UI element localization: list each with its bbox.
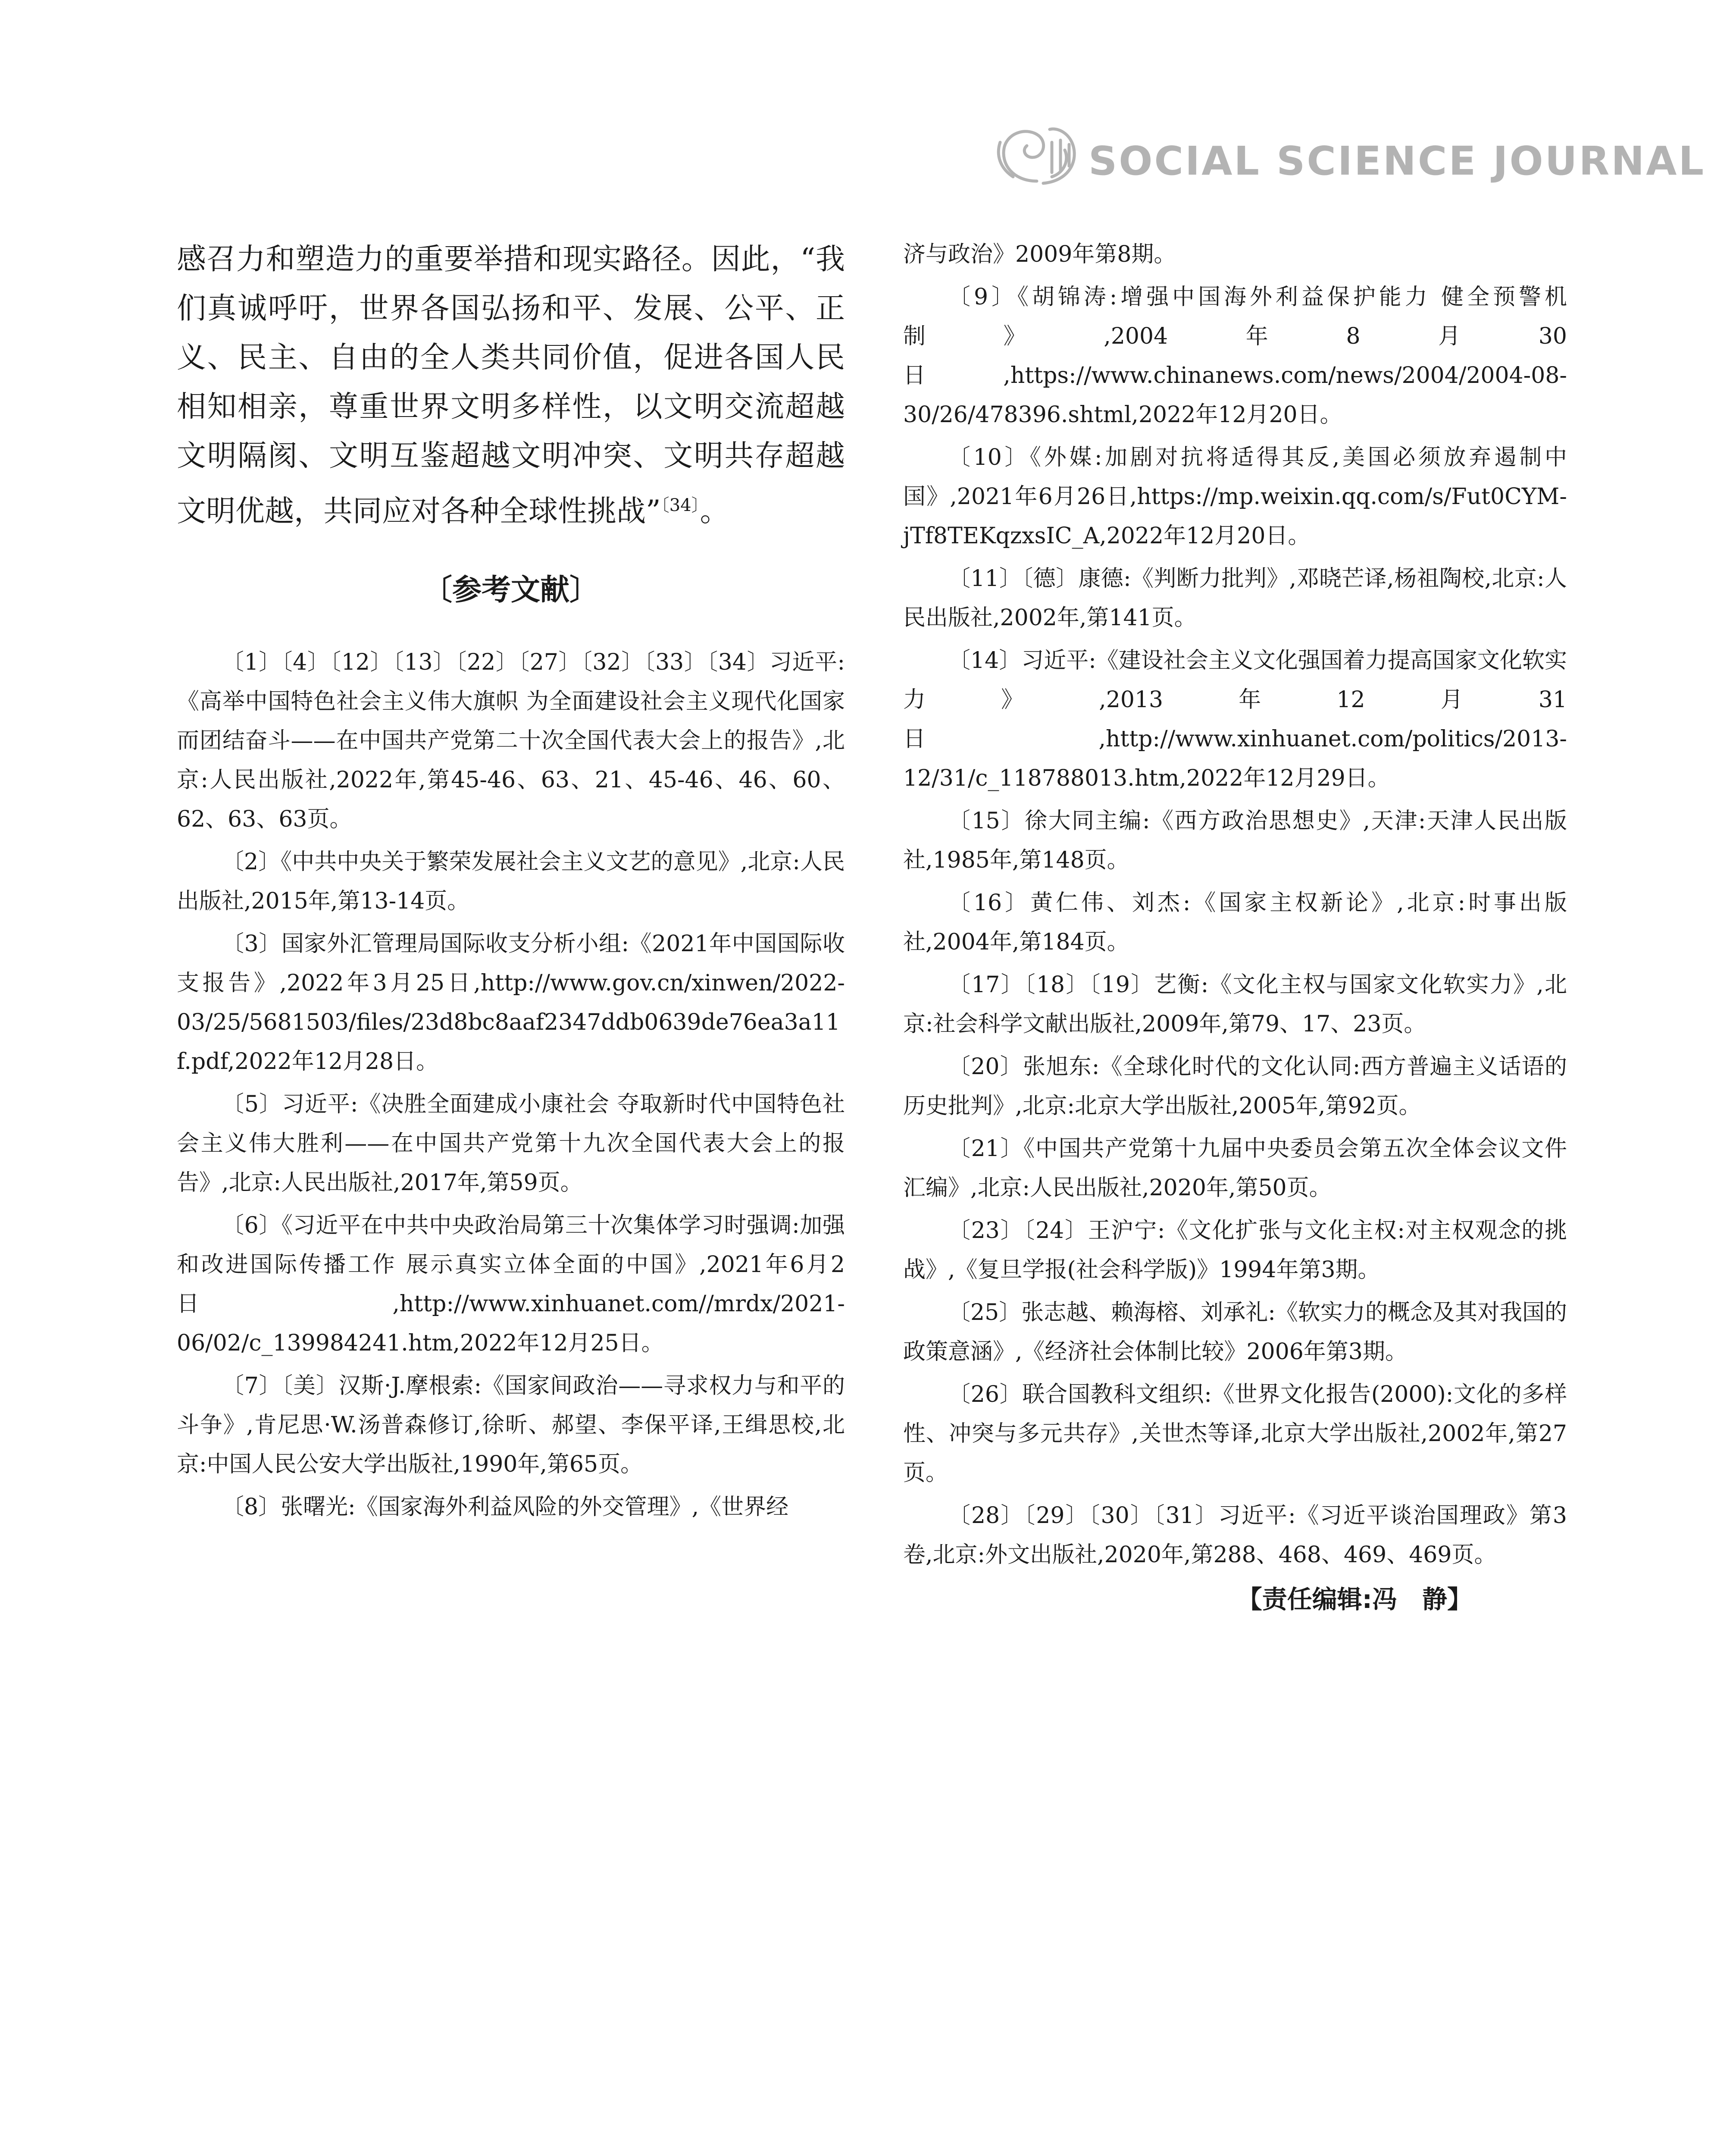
reference-item: 〔23〕〔24〕王沪宁:《文化扩张与文化主权:对主权观念的挑战》,《复旦学报(社会科学版)》1994年第3期。 [903,1218,1567,1283]
reference-item: 〔15〕徐大同主编:《西方政治思想史》,天津:天津人民出版社,1985年,第148页。 [903,808,1567,873]
reference-item: 〔20〕张旭东:《全球化时代的文化认同:西方普遍主义话语的历史批判》,北京:北京大学出版社,2005年,第92页。 [903,1054,1567,1119]
references-title: 〔参考文献〕 [422,573,599,607]
reference-item: 〔1〕〔4〕〔12〕〔13〕〔22〕〔27〕〔32〕〔33〕〔34〕习近平:《高举中国特色社会主义伟大旗帜 为全面建设社会主义现代化国家而团结奋斗——在中国共产党第二十次全国代表大会上的报告》,北京:人民出版社,2022年,第45-46、63、21、45-46、46、60、62、63、63页。 [177,649,845,832]
reference-item: 〔21〕《中国共产党第十九届中央委员会第五次全体会议文件汇编》,北京:人民出版社,2020年,第50页。 [903,1136,1567,1201]
reference-item: 〔14〕习近平:《建设社会主义文化强国着力提高国家文化软实力》,2013年12月31日,http://www.xinhuanet.com/politics/2013-12/31/c_118788013.htm,2022年12月29日。 [903,648,1567,791]
reference-item: 〔5〕习近平:《决胜全面建成小康社会 夺取新时代中国特色社会主义伟大胜利——在中国共产党第十九次全国代表大会上的报告》,北京:人民出版社,2017年,第59页。 [177,1091,845,1196]
reference-item: 〔25〕张志越、赖海榕、刘承礼:《软实力的概念及其对我国的政策意涵》,《经济社会体制比较》2006年第3期。 [903,1300,1567,1365]
reference-item: 〔10〕《外媒:加剧对抗将适得其反,美国必须放弃遏制中国》,2021年6月26日,https://mp.weixin.qq.com/s/Fut0CYM-jTf8TEKqzxsIC_A,2022年12月20日。 [903,445,1567,549]
body-paragraph-text: 感召力和塑造力的重要举措和现实路径。因此，“我们真诚呼吁，世界各国弘扬和平、发展、公平、正义、民主、自由的全人类共同价值，促进各国人民相知相亲，尊重世界文明多样性，以文明交流超越文明隔阂、文明互鉴超越文明冲突、文明共存超越文明优越，共同应对各种全球性挑战” [177,242,845,529]
journal-logo-icon [987,116,1086,194]
reference-item: 〔3〕国家外汇管理局国际收支分析小组:《2021年中国国际收支报告》,2022年3月25日,http://www.gov.cn/xinwen/2022-03/25/5681503/files/23d8bc8aaf2347ddb0639de76ea3a11f.pdf,2022年12月28日。 [177,931,845,1075]
references-list-right [903,278,1567,1575]
left-column [177,235,845,1530]
reference-item: 〔2〕《中共中央关于繁荣发展社会主义文艺的意见》,北京:人民出版社,2015年,第13-14页。 [177,849,845,914]
citation-superscript: 〔34〕 [660,495,700,515]
reference-item: 〔11〕〔德〕康德:《判断力批判》,邓晓芒译,杨祖陶校,北京:人民出版社,2002年,第141页。 [903,566,1567,631]
reference-item: 〔6〕《习近平在中共中央政治局第三十次集体学习时强调:加强和改进国际传播工作 展示真实立体全面的中国》,2021年6月2日,http://www.xinhuanet.com//mrdx/2021-06/02/c_139984241.htm,2022年12月25日。 [177,1212,845,1356]
body-paragraph-end: 。 [700,494,729,529]
reference-item: 〔28〕〔29〕〔30〕〔31〕习近平:《习近平谈治国理政》第3卷,北京:外文出版社,2020年,第288、468、469、469页。 [903,1503,1567,1568]
body-paragraph [177,235,845,536]
reference-item: 〔9〕《胡锦涛:增强中国海外利益保护能力 健全预警机制》,2004年8月30日,https://www.chinanews.com/news/2004/2004-08-30/26/478396.shtml,2022年12月20日。 [903,284,1567,428]
references-list-left [177,643,845,1527]
reference-item: 〔17〕〔18〕〔19〕艺衡:《文化主权与国家文化软实力》,北京:社会科学文献出版社,2009年,第79、17、23页。 [903,972,1567,1037]
reference-item: 〔7〕〔美〕汉斯·J.摩根索:《国家间政治——寻求权力与和平的斗争》,肯尼思·W.汤普森修订,徐昕、郝望、李保平译,王缉思校,北京:中国人民公安大学出版社,1990年,第65页。 [177,1373,845,1477]
reference-continuation: 济与政治》2009年第8期。 [903,241,1176,267]
reference-item: 〔8〕张曙光:《国家海外利益风险的外交管理》,《世界经 [222,1494,789,1520]
right-column [903,235,1567,1615]
journal-name: SOCIAL SCIENCE JOURNAL [1089,138,1706,184]
journal-header [987,112,1706,198]
responsible-editor: 【责任编辑:冯 静】 [1237,1585,1472,1614]
reference-item: 〔26〕联合国教科文组织:《世界文化报告(2000):文化的多样性、冲突与多元共存》,关世杰等译,北京大学出版社,2002年,第27页。 [903,1382,1567,1486]
reference-item: 〔16〕黄仁伟、刘杰:《国家主权新论》,北京:时事出版社,2004年,第184页。 [903,890,1567,955]
